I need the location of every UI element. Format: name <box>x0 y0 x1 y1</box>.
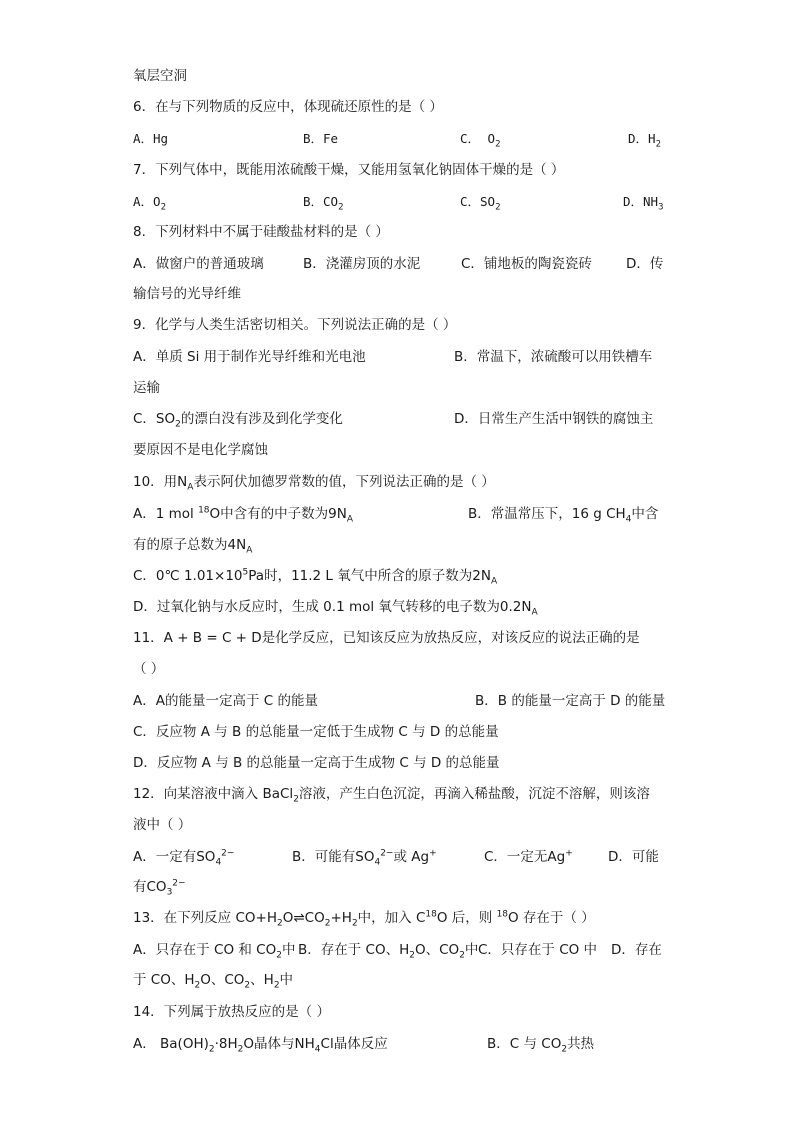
q13-option-c: C．只存在于 CO 中 <box>478 942 598 958</box>
q11-option-d: D．反应物 A 与 B 的总能量一定高于生成物 C 与 D 的总能量 <box>133 755 500 771</box>
q6-option-c: C． $O_2$ <box>460 131 501 150</box>
q13-option-d: D．存在 <box>611 942 662 958</box>
q8-option-c: C．铺地板的陶瓷瓷砖 <box>461 256 592 272</box>
q8-option-d-cont: 输信号的光导纤维 <box>133 286 241 302</box>
q9-option-d: D．日常生产生活中钢铁的腐蚀主 <box>454 411 654 427</box>
q14-option-a: A． $Ba(OH)_2\cdot 8H_2O$晶体与$NH_4Cl$晶体反应 <box>133 1036 388 1055</box>
q9-option-b-cont: 运输 <box>133 380 160 396</box>
q12-option-c: C．一定无Ag+ <box>484 848 573 865</box>
q10-option-a: A．1 mol $^{18}$O中含有的中子数为$9N_A$ <box>133 505 354 525</box>
q10-option-b: B．常温常压下，16 g $CH_4$中含 <box>468 506 659 525</box>
q11-option-a: A．A的能量一定高于 C 的能量 <box>133 693 318 709</box>
q8-option-d: D．传 <box>626 256 664 272</box>
q7-option-b: B．$CO_2$ <box>303 194 344 213</box>
q7-option-d: D．$NH_3$ <box>623 194 664 213</box>
q14-option-b: B．C 与 $CO_2$共热 <box>487 1036 595 1055</box>
q12-option-b: B．可能有$SO_4^{2-}$或 Ag+ <box>292 848 437 868</box>
question-10: 10．用$N_A$表示阿伏加德罗常数的值，下列说法正确的是（ ） <box>133 474 495 493</box>
question-12-cont: 液中（ ） <box>133 817 192 833</box>
question-6: 6．在与下列物质的反应中，体现硫还原性的是（ ） <box>133 99 443 115</box>
q6-option-b: B．Fe <box>303 131 339 146</box>
q12-option-d-cont: 有$CO_3^{2-}$ <box>133 878 186 898</box>
q11-option-c: C．反应物 A 与 B 的总能量一定低于生成物 C 与 D 的总能量 <box>133 724 499 740</box>
text-line: 氧层空洞 <box>133 68 187 84</box>
q12-option-d: D．可能 <box>608 849 659 865</box>
question-14: 14．下列属于放热反应的是（ ） <box>133 1004 330 1020</box>
question-11-paren: （ ） <box>133 661 165 677</box>
q6-option-d: D．$H_2$ <box>628 131 661 150</box>
q10-option-c: C．0℃ $1.01\times 10^5Pa$时，11.2 L 氧气中所含的原子数为$2N_A$ <box>133 567 498 587</box>
q9-option-d-cont: 要原因不是电化学腐蚀 <box>133 442 268 458</box>
q8-option-a: A．做窗户的普通玻璃 <box>133 256 264 272</box>
q10-option-b-cont: 有的原子总数为$4N_A$ <box>133 537 253 556</box>
question-9: 9．化学与人类生活密切相关。下列说法正确的是（ ） <box>133 317 457 333</box>
q12-option-a: A．一定有$SO_4^{2-}$ <box>133 848 235 868</box>
q13-option-d-cont: 于 CO、$H_2O$、$CO_2$、$H_2$中 <box>133 972 294 991</box>
q11-option-b: B．B 的能量一定高于 D 的能量 <box>475 693 666 709</box>
q9-option-a: A．单质 Si 用于制作光导纤维和光电池 <box>133 349 366 365</box>
question-12: 12．向某溶液中滴入 BaCl$_2$溶液，产生白色沉淀，再滴入稀盐酸，沉淀不溶解，则该溶 <box>133 786 650 805</box>
q8-option-b: B．浇灌房顶的水泥 <box>303 256 421 272</box>
q7-option-c: C．$SO_2$ <box>460 194 501 213</box>
q13-option-b: B．存在于 CO、$H_2O$、$CO_2$中 <box>298 942 479 961</box>
q7-option-a: A．$O_2$ <box>133 194 166 213</box>
question-11: 11．A + B = C + D是化学反应，已知该反应为放热反应，对该反应的说法正确的是 <box>133 630 640 646</box>
q6-option-a: A．Hg <box>133 131 169 146</box>
q9-option-c: C．$SO_2$的漂白没有涉及到化学变化 <box>133 411 343 430</box>
q10-option-d: D．过氧化钠与水反应时，生成 0.1 mol 氧气转移的电子数为$0.2N_A$ <box>133 599 538 618</box>
q13-option-a: A．只存在于 CO 和 $CO_2$中 <box>133 942 296 961</box>
question-7: 7．下列气体中，既能用浓硫酸干燥，又能用氢氧化钠固体干燥的是（ ） <box>133 162 565 178</box>
q9-option-b: B．常温下，浓硫酸可以用铁槽车 <box>454 349 653 365</box>
question-13: 13．在下列反应 $CO+H_2O\rightleftharpoons CO_2+H_2$中，加入 $C^{18}O$ 后，则 $^{18}$O 存在于（ ） <box>133 909 595 929</box>
question-8: 8．下列材料中不属于硅酸盐材料的是（ ） <box>133 224 389 240</box>
